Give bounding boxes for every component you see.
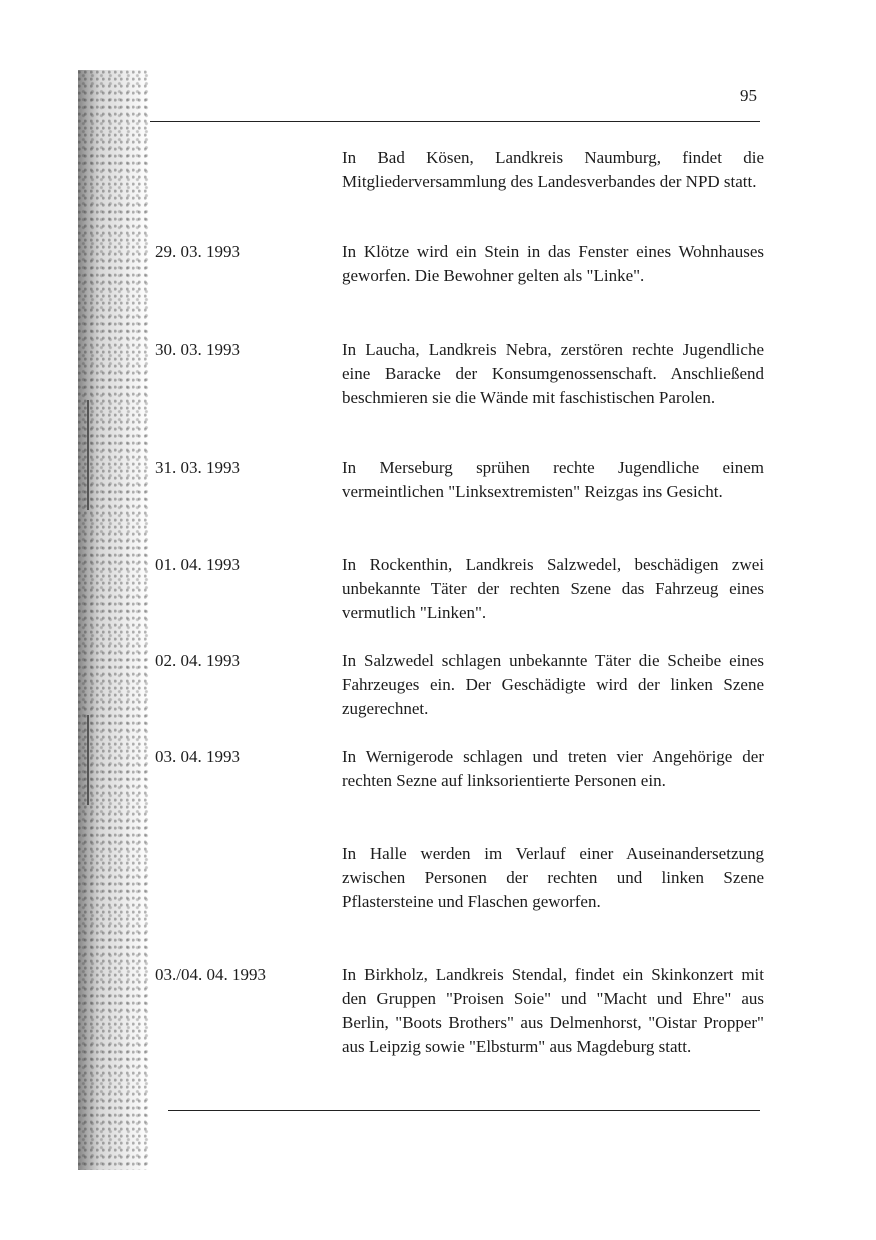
entry-date: 31. 03. 1993 [155, 458, 240, 477]
scan-edge-mark [87, 715, 89, 805]
entry-date: 30. 03. 1993 [155, 340, 240, 359]
entry-date: 02. 04. 1993 [155, 651, 240, 670]
entry-text: In Merseburg sprühen rechte Jugendliche einem vermeintlichen "Linksextremisten" Reizgas ins Gesicht. [342, 458, 764, 501]
entry-text: In Wernigerode schlagen und treten vier Angehörige der rechten Sezne auf linksorientierte Personen ein. [342, 747, 764, 790]
scanned-page-edge [78, 70, 150, 1170]
page-number: 95 [740, 86, 757, 105]
entry-text: In Rockenthin, Landkreis Salzwedel, beschädigen zwei unbekannte Täter der rechten Szene das Fahrzeug eines vermutlich "Linken". [342, 555, 764, 622]
entry-text: In Klötze wird ein Stein in das Fenster eines Wohnhauses geworfen. Die Bewohner gelten als "Linke". [342, 242, 764, 285]
header-rule [150, 121, 760, 122]
footer-rule [168, 1110, 760, 1111]
entry-text: In Laucha, Landkreis Nebra, zerstören rechte Jugendliche eine Baracke der Konsumgenossenschaft. Anschließend beschmieren sie die Wände mit faschistischen Parolen. [342, 340, 764, 407]
entry-date: 03. 04. 1993 [155, 747, 240, 766]
entry-text: In Bad Kösen, Landkreis Naumburg, findet die Mitgliederversammlung des Landesverbandes der NPD statt. [342, 148, 764, 191]
scan-edge-mark [87, 400, 89, 510]
entry-text: In Birkholz, Landkreis Stendal, findet ein Skinkonzert mit den Gruppen "Proisen Soie" und "Macht und Ehre" aus Berlin, "Boots Brothers" aus Delmenhorst, "Oistar Propper" aus Leipzig sowie "Elbsturm" aus Magdeburg statt. [342, 965, 764, 1056]
entry-date: 03./04. 04. 1993 [155, 965, 266, 984]
entry-text: In Halle werden im Verlauf einer Auseinandersetzung zwischen Personen der rechten und linken Szene Pflastersteine und Flaschen geworfen. [342, 844, 764, 911]
entry-date: 01. 04. 1993 [155, 555, 240, 574]
entry-text: In Salzwedel schlagen unbekannte Täter die Scheibe eines Fahrzeuges ein. Der Geschädigte wird der linken Szene zugerechnet. [342, 651, 764, 718]
entry-date: 29. 03. 1993 [155, 242, 240, 261]
